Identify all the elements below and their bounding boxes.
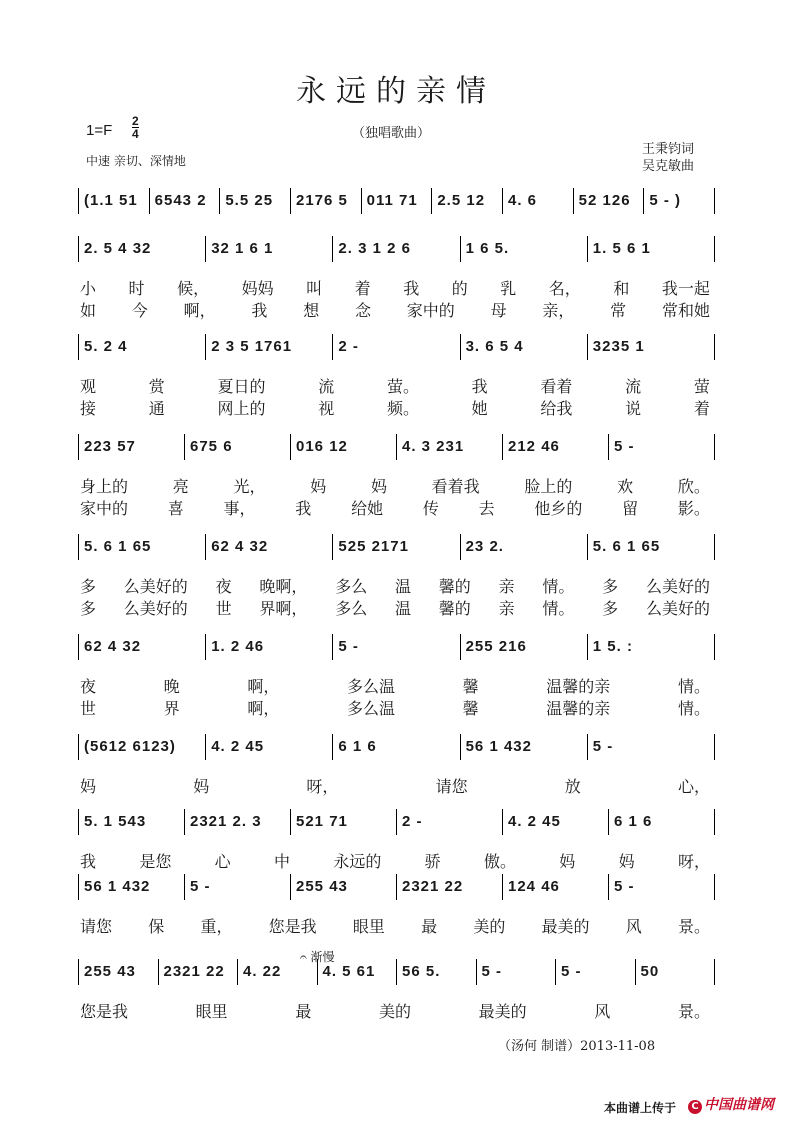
lyric-word: 多: [80, 599, 97, 618]
barline: [587, 734, 588, 760]
measure: 5 -: [481, 963, 503, 980]
lyric-word: 频。: [386, 399, 419, 418]
notation-row: [0, 184, 792, 224]
measure: 4. 22: [243, 963, 282, 980]
lyric-word: 常和她: [661, 301, 710, 320]
barline: [502, 188, 503, 214]
barline: [149, 188, 150, 214]
genre-label: （独唱歌曲）: [352, 126, 431, 141]
barline: [396, 434, 397, 460]
lyric-word: 家中的: [406, 301, 455, 320]
barline: [587, 236, 588, 262]
lyric-word: 么美好的: [645, 599, 710, 618]
measure: 1. 5 6 1: [592, 240, 651, 257]
time-signature: [132, 115, 139, 140]
lyric-word: 情。: [542, 577, 575, 596]
notation-row: [0, 955, 792, 995]
measure: 50: [640, 963, 660, 980]
lyric-word: 馨: [462, 699, 479, 718]
lyric-line: [80, 596, 710, 619]
lyric-word: 呀，: [677, 852, 710, 871]
barline: [219, 188, 220, 214]
lyric-word: 观: [80, 377, 97, 396]
lyric-word: 候，: [177, 279, 210, 298]
measure: 212 46: [508, 438, 560, 455]
measure: 011 71: [366, 192, 418, 209]
barline: [573, 188, 574, 214]
lyric-word: 心: [214, 852, 231, 871]
lyric-word: 美的: [473, 917, 506, 936]
notation-row: [0, 870, 792, 910]
lyric-word: 夜: [80, 677, 97, 696]
measure: 6543 2: [154, 192, 207, 209]
measure: 3235 1: [592, 338, 645, 355]
measure: 255 216: [465, 638, 527, 655]
lyric-word: 时: [128, 279, 145, 298]
tempo-change-mark: 𝄐 渐慢: [300, 950, 335, 964]
measure: 2 -: [338, 338, 359, 355]
lyric-line: [80, 374, 710, 397]
lyric-word: 念: [354, 301, 371, 320]
lyric-word: 母: [490, 301, 507, 320]
barline: [184, 874, 185, 900]
barline: [78, 809, 79, 835]
lyric-word: 晚啊，: [259, 577, 308, 596]
lyric-word: 风: [625, 917, 642, 936]
lyric-word: 光，: [233, 477, 266, 496]
barline: [714, 334, 715, 360]
barline: [714, 236, 715, 262]
site-logo-icon: C: [688, 1100, 702, 1114]
measure: 2 3 5 1761: [211, 338, 293, 355]
upload-note: 本曲谱上传于: [604, 1101, 677, 1115]
measure: 2. 5 4 32: [84, 240, 152, 257]
lyric-word: 亲，: [542, 301, 575, 320]
lyricist-credit: 王秉钧词: [642, 142, 695, 157]
barline: [460, 334, 461, 360]
lyric-line: [80, 496, 710, 519]
barline: [714, 188, 715, 214]
lyric-word: 啊，: [247, 677, 280, 696]
lyric-word: 多么温: [346, 699, 395, 718]
barline: [184, 809, 185, 835]
barline: [205, 634, 206, 660]
lyric-word: 喜: [167, 499, 184, 518]
lyric-word: 界: [163, 699, 180, 718]
measure: 4. 2 45: [508, 813, 561, 830]
lyric-word: 您是我: [268, 917, 317, 936]
measure: 5 -: [592, 738, 614, 755]
measure: (5612 6123): [84, 738, 176, 755]
barline: [460, 236, 461, 262]
lyric-word: 馨的: [438, 577, 471, 596]
measure: 223 57: [84, 438, 136, 455]
measure: 4. 3 231: [402, 438, 465, 455]
barline: [78, 434, 79, 460]
lyric-word: 世: [215, 599, 232, 618]
barline: [431, 188, 432, 214]
lyric-word: 我一起: [661, 279, 710, 298]
barline: [714, 634, 715, 660]
barline: [502, 809, 503, 835]
lyric-word: 我: [471, 377, 488, 396]
lyric-word: 妈: [370, 477, 387, 496]
barline: [396, 874, 397, 900]
lyric-word: 景。: [677, 917, 710, 936]
tempo-marking: 中速 亲切、深情地: [86, 154, 186, 168]
measure: 62 4 32: [211, 538, 269, 555]
measure: 2321 22: [402, 878, 464, 895]
lyric-word: 么美好的: [123, 577, 188, 596]
lyric-word: 情。: [542, 599, 575, 618]
barline: [714, 434, 715, 460]
lyric-line: [80, 474, 710, 497]
barline: [332, 534, 333, 560]
barline: [184, 434, 185, 460]
site-logo: C 中国曲谱网: [688, 1094, 774, 1114]
notation-row: [0, 805, 792, 845]
lyric-word: 妈: [80, 777, 97, 796]
measure: 5. 1 543: [84, 813, 147, 830]
measure: 4. 2 45: [211, 738, 265, 755]
barline: [502, 434, 503, 460]
lyric-word: 赏: [148, 377, 165, 396]
lyric-word: 眼里: [352, 917, 385, 936]
lyric-line: [80, 276, 710, 299]
lyric-word: 乳: [500, 279, 517, 298]
lyric-word: 着: [354, 279, 371, 298]
lyric-word: 心，: [677, 777, 710, 796]
measure: 6 1 6: [338, 738, 377, 755]
measure: 4. 5 61: [322, 963, 376, 980]
lyric-word: 欣。: [677, 477, 710, 496]
lyric-word: 留: [622, 499, 639, 518]
key-signature: 1=F: [86, 122, 113, 139]
barline: [205, 236, 206, 262]
lyric-word: 接: [80, 399, 97, 418]
lyric-word: 美的: [378, 1002, 411, 1021]
lyric-word: 请您: [435, 777, 468, 796]
lyric-word: 多么: [335, 577, 368, 596]
measure: (1.1 51: [84, 192, 138, 209]
barline: [290, 809, 291, 835]
lyric-word: 我: [80, 852, 97, 871]
lyric-word: 家中的: [80, 499, 129, 518]
lyric-line: [80, 574, 710, 597]
measure: 5 -: [338, 638, 359, 655]
measure: 525 2171: [338, 538, 409, 555]
barline: [502, 874, 503, 900]
barline: [714, 534, 715, 560]
measure: 2176 5: [296, 192, 348, 209]
lyric-line: [80, 696, 710, 719]
lyric-word: 常: [610, 301, 627, 320]
lyric-line: [80, 674, 710, 697]
notation-row: [0, 430, 792, 470]
lyric-word: 看着我: [431, 477, 480, 496]
lyric-word: 最美的: [541, 917, 590, 936]
barline: [205, 734, 206, 760]
lyric-word: 妈: [193, 777, 210, 796]
barline: [587, 634, 588, 660]
notation-row: [0, 630, 792, 670]
lyric-word: 景。: [677, 1002, 710, 1021]
lyric-word: 萤: [693, 377, 710, 396]
barline: [78, 236, 79, 262]
measure: 2321 2. 3: [190, 813, 262, 830]
barline: [78, 188, 79, 214]
measure: 1. 2 46: [211, 638, 265, 655]
barline: [714, 734, 715, 760]
barline: [460, 734, 461, 760]
lyric-word: 界啊，: [259, 599, 308, 618]
lyric-word: 他乡的: [534, 499, 583, 518]
lyric-word: 么美好的: [645, 577, 710, 596]
lyric-word: 流: [318, 377, 335, 396]
lyric-word: 想: [303, 301, 320, 320]
measure: 1 5. :: [592, 638, 633, 655]
notation-row: [0, 530, 792, 570]
measure: 255 43: [84, 963, 136, 980]
barline: [460, 534, 461, 560]
lyric-word: 如: [80, 301, 97, 320]
barline: [332, 236, 333, 262]
measure: 3. 6 5 4: [465, 338, 524, 355]
lyric-word: 馨: [462, 677, 479, 696]
measure: 2321 22: [163, 963, 225, 980]
measure: 675 6: [190, 438, 233, 455]
barline: [78, 734, 79, 760]
barline: [290, 874, 291, 900]
lyric-word: 世: [80, 699, 97, 718]
lyric-word: 傲。: [483, 852, 516, 871]
barline: [608, 434, 609, 460]
lyric-word: 她: [471, 399, 488, 418]
lyric-word: 呀，: [306, 777, 339, 796]
lyric-word: 温馨的亲: [546, 699, 611, 718]
lyric-word: 叫: [306, 279, 323, 298]
lyric-word: 和: [613, 279, 630, 298]
lyric-word: 今: [131, 301, 148, 320]
barline: [460, 634, 461, 660]
measure: 5 -: [614, 438, 635, 455]
lyric-word: 眼里: [195, 1002, 228, 1021]
lyric-word: 温: [394, 577, 411, 596]
measure: 5 -: [561, 963, 582, 980]
barline: [332, 634, 333, 660]
barline: [332, 734, 333, 760]
lyric-word: 传: [422, 499, 439, 518]
barline: [635, 959, 636, 985]
barline: [587, 334, 588, 360]
lyric-word: 骄: [424, 852, 441, 871]
measure: 521 71: [296, 813, 348, 830]
barline: [78, 959, 79, 985]
lyric-word: 影。: [677, 499, 710, 518]
lyric-word: 中: [273, 852, 290, 871]
lyric-word: 通: [148, 399, 165, 418]
lyric-word: 给她: [351, 499, 384, 518]
lyric-word: 妈: [618, 852, 635, 871]
measure: 5 -: [614, 878, 635, 895]
barline: [714, 959, 715, 985]
lyric-word: 情。: [677, 677, 710, 696]
lyric-word: 的: [451, 279, 468, 298]
barline: [205, 534, 206, 560]
lyric-line: [80, 914, 710, 937]
lyric-word: 多么温: [346, 677, 395, 696]
measure: 56 1 432: [84, 878, 151, 895]
page-title: 永远的亲情: [296, 74, 496, 109]
lyric-word: 温: [394, 599, 411, 618]
barline: [714, 809, 715, 835]
lyric-word: 啊，: [247, 699, 280, 718]
barline: [78, 334, 79, 360]
measure: 23 2.: [465, 538, 504, 555]
time-signature-top: 2: [132, 114, 139, 128]
barline: [78, 874, 79, 900]
lyric-word: 情。: [677, 699, 710, 718]
time-signature-bottom: 4: [132, 127, 139, 141]
composer-credit: 吴克敏曲: [642, 159, 695, 174]
lyric-word: 萤。: [386, 377, 419, 396]
notation-row: [0, 730, 792, 770]
lyric-word: 么美好的: [123, 599, 188, 618]
lyric-word: 多: [602, 599, 619, 618]
measure: 6 1 6: [614, 813, 653, 830]
measure: 5. 6 1 65: [592, 538, 661, 555]
lyric-word: 是您: [139, 852, 172, 871]
lyric-word: 身上的: [80, 477, 129, 496]
lyric-word: 请您: [80, 917, 113, 936]
measure: 4. 6: [508, 192, 538, 209]
measure: 5 -: [190, 878, 211, 895]
notation-row: [0, 232, 792, 272]
measure: 52 126: [578, 192, 631, 209]
lyric-word: 保: [148, 917, 165, 936]
lyric-word: 妈妈: [241, 279, 274, 298]
measure: 2 -: [402, 813, 423, 830]
lyric-word: 网上的: [217, 399, 266, 418]
lyric-word: 说: [625, 399, 642, 418]
measure: 32 1 6 1: [211, 240, 274, 257]
copyist-credit: （汤何 制谱）2013-11-08: [498, 1039, 656, 1054]
barline: [608, 874, 609, 900]
barline: [332, 334, 333, 360]
measure: 2.5 12: [437, 192, 486, 209]
lyric-word: 我: [251, 301, 268, 320]
lyric-word: 我: [403, 279, 420, 298]
measure: 5.5 25: [225, 192, 274, 209]
lyric-word: 晚: [163, 677, 180, 696]
barline: [714, 874, 715, 900]
lyric-word: 小: [80, 279, 97, 298]
measure: 62 4 32: [84, 638, 142, 655]
lyric-line: [80, 396, 710, 419]
lyric-word: 永远的: [333, 852, 382, 871]
barline: [476, 959, 477, 985]
lyric-word: 最: [295, 1002, 312, 1021]
lyric-word: 流: [625, 377, 642, 396]
lyric-word: 给我: [540, 399, 573, 418]
lyric-word: 放: [564, 777, 581, 796]
lyric-word: 脸上的: [524, 477, 573, 496]
lyric-word: 欢: [617, 477, 634, 496]
lyric-word: 多么: [335, 599, 368, 618]
lyric-word: 名，: [548, 279, 581, 298]
lyric-word: 最: [421, 917, 438, 936]
measure: 255 43: [296, 878, 348, 895]
measure: 124 46: [508, 878, 560, 895]
fermata-icon: 𝄐: [300, 950, 307, 964]
lyric-word: 亲: [498, 577, 515, 596]
measure: 56 5.: [402, 963, 441, 980]
measure: 1 6 5.: [465, 240, 510, 257]
barline: [361, 188, 362, 214]
lyric-word: 夏日的: [217, 377, 266, 396]
lyric-word: 着: [693, 399, 710, 418]
lyric-word: 亲: [498, 599, 515, 618]
lyric-word: 亮: [172, 477, 189, 496]
lyric-word: 多: [80, 577, 97, 596]
measure: 5. 2 4: [84, 338, 128, 355]
measure: 5. 6 1 65: [84, 538, 152, 555]
barline: [396, 809, 397, 835]
lyric-word: 视: [318, 399, 335, 418]
lyric-word: 看着: [540, 377, 573, 396]
lyric-word: 风: [594, 1002, 611, 1021]
measure: 2. 3 1 2 6: [338, 240, 411, 257]
lyric-line: [80, 774, 710, 797]
lyric-word: 妈: [310, 477, 327, 496]
lyric-word: 夜: [215, 577, 232, 596]
barline: [290, 188, 291, 214]
lyric-word: 最美的: [478, 1002, 527, 1021]
measure: 5 - ): [649, 192, 681, 209]
barline: [205, 334, 206, 360]
barline: [608, 809, 609, 835]
lyric-word: 妈: [559, 852, 576, 871]
barline: [78, 534, 79, 560]
lyric-word: 去: [478, 499, 495, 518]
lyric-word: 馨的: [438, 599, 471, 618]
barline: [78, 634, 79, 660]
lyric-word: 事，: [223, 499, 256, 518]
barline: [158, 959, 159, 985]
barline: [290, 434, 291, 460]
lyric-word: 您是我: [80, 1002, 129, 1021]
lyric-line: [80, 999, 710, 1022]
measure: 016 12: [296, 438, 348, 455]
barline: [587, 534, 588, 560]
lyric-line: [80, 298, 710, 321]
barline: [643, 188, 644, 214]
lyric-line: [80, 849, 710, 872]
lyric-word: 我: [295, 499, 312, 518]
barline: [237, 959, 238, 985]
lyric-word: 啊，: [183, 301, 216, 320]
barline: [396, 959, 397, 985]
lyric-word: 温馨的亲: [546, 677, 611, 696]
lyric-word: 多: [602, 577, 619, 596]
lyric-word: 重，: [200, 917, 233, 936]
barline: [555, 959, 556, 985]
notation-row: [0, 330, 792, 370]
measure: 56 1 432: [465, 738, 532, 755]
